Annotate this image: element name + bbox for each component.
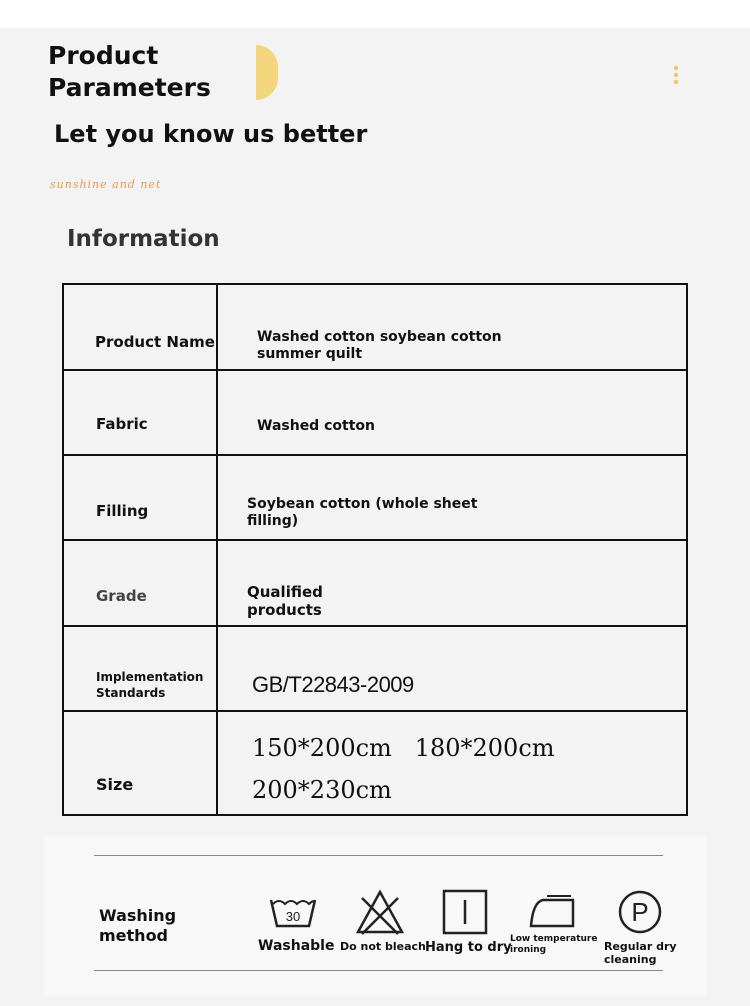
care-label: Washable	[258, 938, 335, 954]
row-label-line-1: Implementation	[96, 670, 204, 684]
row-value-line-1: Washed cotton soybean cotton	[257, 329, 502, 345]
row-value-line-1: Qualified	[247, 583, 323, 601]
table-row-filling	[64, 456, 686, 541]
row-value	[247, 496, 477, 530]
care-label-line-2: cleaning	[604, 953, 657, 966]
row-label	[96, 669, 203, 701]
hang-to-dry-icon	[441, 888, 489, 936]
regular-dry-cleaning-icon	[616, 888, 664, 936]
care-label: Do not bleach	[340, 940, 426, 953]
row-value: Washed cotton	[257, 418, 375, 434]
row-value-line-2: summer quilt	[257, 346, 363, 362]
care-label-line-1: Regular dry	[604, 940, 677, 953]
table-row-standards	[64, 627, 686, 712]
washing-label-line-1: Washing	[99, 906, 177, 925]
care-label-line-1: Low temperature	[510, 934, 598, 944]
care-item-low-temperature-ironing	[510, 888, 598, 956]
row-value: GB/T22843-2009	[252, 672, 414, 697]
row-value-line-2: filling)	[247, 513, 299, 529]
care-label	[604, 940, 676, 966]
care-label-line-2: ironing	[510, 945, 547, 955]
title-line-2: Parameters	[48, 73, 211, 102]
row-value	[257, 329, 502, 363]
divider	[94, 855, 663, 856]
care-label	[510, 934, 598, 956]
dots-decoration-icon	[674, 66, 680, 87]
low-temperature-ironing-icon	[523, 888, 579, 930]
row-value-line-2: products	[247, 601, 322, 619]
do-not-bleach-icon	[354, 888, 406, 936]
row-label: Size	[96, 775, 134, 794]
script-decoration-text: sunshine and net	[50, 178, 162, 191]
divider	[94, 970, 663, 971]
row-label-line-2: Standards	[96, 686, 166, 700]
table-row-size	[64, 712, 686, 814]
washable-30-icon	[265, 888, 321, 932]
row-value-line-1: 150*200cm 180*200cm	[252, 734, 555, 762]
care-item-hang-to-dry	[425, 888, 512, 955]
subtitle: Let you know us better	[54, 120, 368, 148]
row-value-line-2: 200*230cm	[252, 776, 392, 804]
washing-method-label	[99, 906, 176, 946]
table-row-fabric	[64, 371, 686, 456]
row-value	[252, 727, 555, 811]
care-label: Hang to dry	[425, 940, 512, 955]
row-value-line-1: Soybean cotton (whole sheet	[247, 496, 478, 512]
title-line-1: Product	[48, 41, 159, 70]
care-item-regular-dry-cleaning	[604, 888, 676, 966]
row-label: Grade	[96, 587, 147, 605]
table-row-grade	[64, 541, 686, 627]
row-label: Product Name	[95, 333, 215, 351]
row-value	[247, 583, 323, 619]
table-row-product-name	[64, 285, 686, 371]
section-title-information: Information	[67, 226, 220, 252]
washing-label-line-2: method	[99, 926, 169, 945]
row-label: Fabric	[96, 415, 148, 433]
care-item-washable	[258, 888, 335, 954]
wash-temperature: 30	[285, 909, 301, 924]
care-item-do-not-bleach	[340, 888, 426, 953]
information-table	[62, 283, 688, 816]
dry-clean-symbol: P	[631, 897, 649, 927]
row-label: Filling	[96, 502, 149, 520]
page-title	[48, 40, 211, 104]
